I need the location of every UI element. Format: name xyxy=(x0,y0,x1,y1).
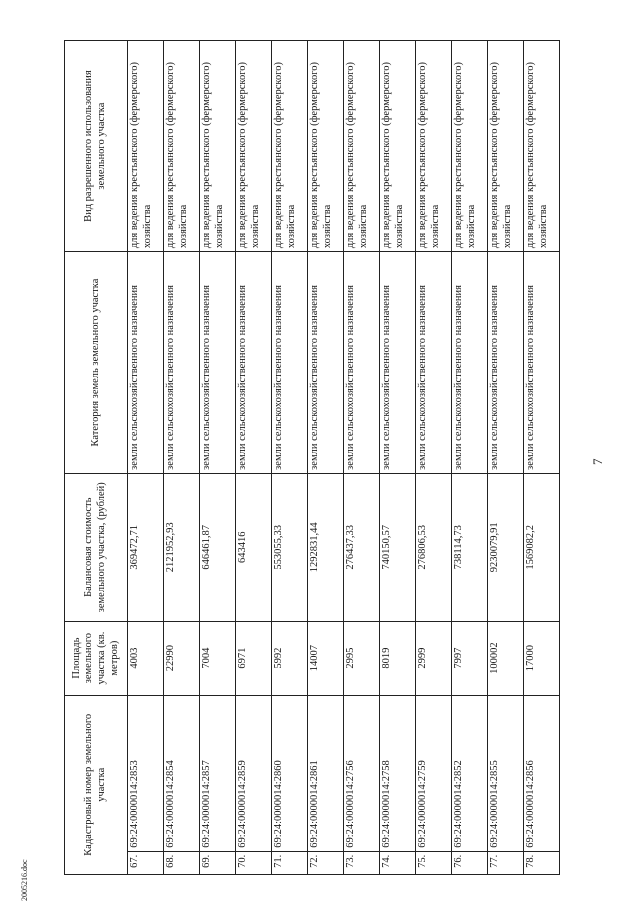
cadastral-number: 69:24:0000014:2758 xyxy=(380,695,416,851)
balance-cost: 1569082,2 xyxy=(524,473,560,621)
plot-area: 100002 xyxy=(488,621,524,695)
cadastral-number: 69:24:0000014:2759 xyxy=(416,695,452,851)
permitted-use: для ведения крестьянского (фермерского) хозяйства xyxy=(452,41,488,252)
row-number: 70. xyxy=(236,851,272,874)
header-category: Категория земель земельного участка xyxy=(65,252,128,474)
land-category: земли сельскохозяйственного назначения xyxy=(452,252,488,474)
land-category: земли сельскохозяйственного назначения xyxy=(128,252,164,474)
table-row xyxy=(380,41,416,875)
plot-area: 17000 xyxy=(524,621,560,695)
plot-area: 7004 xyxy=(200,621,236,695)
table-row xyxy=(164,41,200,875)
land-category: земли сельскохозяйственного назначения xyxy=(200,252,236,474)
permitted-use: для ведения крестьянского (фермерского) хозяйства xyxy=(128,41,164,252)
balance-cost: 1292831,44 xyxy=(308,473,344,621)
permitted-use: для ведения крестьянского (фермерского) хозяйства xyxy=(308,41,344,252)
row-number: 71. xyxy=(272,851,308,874)
row-number: 78. xyxy=(524,851,560,874)
permitted-use: для ведения крестьянского (фермерского) хозяйства xyxy=(488,41,524,252)
plot-area: 7997 xyxy=(452,621,488,695)
permitted-use: для ведения крестьянского (фермерского) хозяйства xyxy=(416,41,452,252)
table-row xyxy=(272,41,308,875)
land-category: земли сельскохозяйственного назначения xyxy=(524,252,560,474)
balance-cost: 276806,53 xyxy=(416,473,452,621)
table-row xyxy=(128,41,164,875)
balance-cost: 643416 xyxy=(236,473,272,621)
header-area: Площадь земельного участка (кв. метров) xyxy=(65,621,128,695)
plot-area: 4003 xyxy=(128,621,164,695)
table-row xyxy=(524,41,560,875)
cadastral-number: 69:24:0000014:2756 xyxy=(344,695,380,851)
row-number: 73. xyxy=(344,851,380,874)
cadastral-number: 69:24:0000014:2857 xyxy=(200,695,236,851)
table-row xyxy=(344,41,380,875)
row-number: 76. xyxy=(452,851,488,874)
row-number: 68. xyxy=(164,851,200,874)
plot-area: 2999 xyxy=(416,621,452,695)
cadastral-number: 69:24:0000014:2854 xyxy=(164,695,200,851)
land-category: земли сельскохозяйственного назначения xyxy=(488,252,524,474)
cadastral-number: 69:24:0000014:2852 xyxy=(452,695,488,851)
table-row xyxy=(488,41,524,875)
land-category: земли сельскохозяйственного назначения xyxy=(308,252,344,474)
plot-area: 22990 xyxy=(164,621,200,695)
table-body xyxy=(128,41,560,875)
permitted-use: для ведения крестьянского (фермерского) хозяйства xyxy=(272,41,308,252)
balance-cost: 369472,71 xyxy=(128,473,164,621)
header-cost: Балансовая стоимость земельного участка, (рублей) xyxy=(65,473,128,621)
land-category: земли сельскохозяйственного назначения xyxy=(380,252,416,474)
permitted-use: для ведения крестьянского (фермерского) хозяйства xyxy=(164,41,200,252)
land-category: земли сельскохозяйственного назначения xyxy=(416,252,452,474)
cadastral-number: 69:24:0000014:2860 xyxy=(272,695,308,851)
balance-cost: 646461,87 xyxy=(200,473,236,621)
cadastral-number: 69:24:0000014:2861 xyxy=(308,695,344,851)
plot-area: 6971 xyxy=(236,621,272,695)
row-number: 74. xyxy=(380,851,416,874)
balance-cost: 276437,33 xyxy=(344,473,380,621)
row-number: 75. xyxy=(416,851,452,874)
plot-area: 2995 xyxy=(344,621,380,695)
page-number: 7 xyxy=(590,458,605,465)
balance-cost: 9230079,91 xyxy=(488,473,524,621)
permitted-use: для ведения крестьянского (фермерского) хозяйства xyxy=(200,41,236,252)
cadastral-number: 69:24:0000014:2856 xyxy=(524,695,560,851)
header-use: Вид разрешенного использования земельного участка xyxy=(65,41,128,252)
permitted-use: для ведения крестьянского (фермерского) хозяйства xyxy=(236,41,272,252)
cadastral-number: 69:24:0000014:2853 xyxy=(128,695,164,851)
permitted-use: для ведения крестьянского (фермерского) хозяйства xyxy=(344,41,380,252)
plot-area: 5992 xyxy=(272,621,308,695)
table-row xyxy=(200,41,236,875)
balance-cost: 738114,73 xyxy=(452,473,488,621)
balance-cost: 740150,57 xyxy=(380,473,416,621)
header-cadastral: Кадастровый номер земельного участка xyxy=(65,695,128,874)
land-category: земли сельскохозяйственного назначения xyxy=(344,252,380,474)
table-header-row xyxy=(65,41,128,875)
permitted-use: для ведения крестьянского (фермерского) хозяйства xyxy=(524,41,560,252)
table-row xyxy=(308,41,344,875)
cadastral-number: 69:24:0000014:2855 xyxy=(488,695,524,851)
land-plots-table xyxy=(64,40,560,875)
cadastral-number: 69:24:0000014:2859 xyxy=(236,695,272,851)
row-number: 69. xyxy=(200,851,236,874)
permitted-use: для ведения крестьянского (фермерского) хозяйства xyxy=(380,41,416,252)
plot-area: 14007 xyxy=(308,621,344,695)
table-row xyxy=(452,41,488,875)
land-category: земли сельскохозяйственного назначения xyxy=(236,252,272,474)
row-number: 67. xyxy=(128,851,164,874)
balance-cost: 553055,33 xyxy=(272,473,308,621)
table-row xyxy=(416,41,452,875)
row-number: 72. xyxy=(308,851,344,874)
land-category: земли сельскохозяйственного назначения xyxy=(272,252,308,474)
plot-area: 8019 xyxy=(380,621,416,695)
balance-cost: 2121952,93 xyxy=(164,473,200,621)
table-row xyxy=(236,41,272,875)
land-category: земли сельскохозяйственного назначения xyxy=(164,252,200,474)
row-number: 77. xyxy=(488,851,524,874)
file-name: 2005216.doc xyxy=(20,859,29,901)
